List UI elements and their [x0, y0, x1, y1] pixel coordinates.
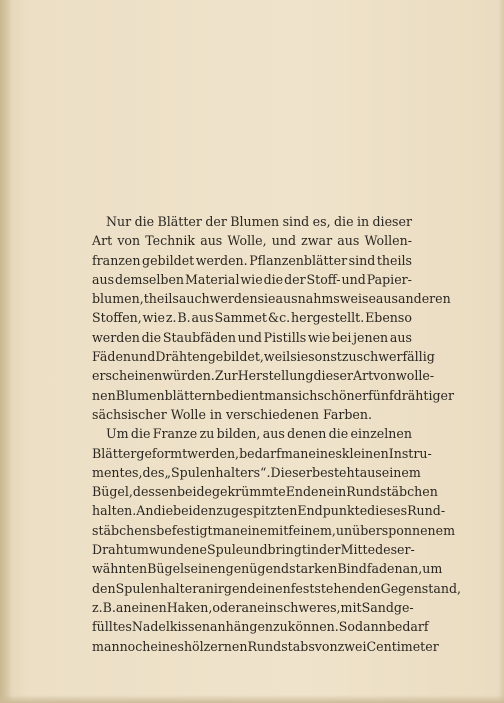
- word: Centimeter: [366, 638, 439, 654]
- word: zu: [199, 426, 215, 442]
- word: an: [198, 580, 214, 596]
- word: und: [271, 233, 297, 249]
- word: Nadelkissen: [131, 619, 211, 635]
- word: an: [115, 599, 132, 615]
- word: aus: [359, 464, 382, 480]
- word: jenen: [353, 329, 389, 345]
- word: Um: [106, 426, 129, 442]
- text-line: [92, 424, 412, 443]
- word: fünfdrähtiger: [368, 387, 455, 403]
- text-line: [92, 579, 462, 598]
- word: oder: [212, 599, 242, 615]
- word: und: [237, 329, 262, 345]
- word: wie: [240, 271, 263, 287]
- word: können.: [287, 619, 339, 635]
- word: beiden: [173, 503, 217, 519]
- word: Zur: [214, 368, 238, 384]
- word: zu: [273, 619, 288, 635]
- text-line: [92, 251, 412, 270]
- page-binding-edge: [0, 0, 12, 703]
- word: auch: [178, 291, 210, 307]
- word: man: [92, 638, 120, 654]
- word: beide: [176, 484, 212, 500]
- text-line: [92, 482, 438, 501]
- text-line: [92, 386, 455, 405]
- word: Bügel,: [92, 484, 133, 500]
- word: Bindfaden: [337, 561, 403, 577]
- word: werden,: [187, 445, 240, 461]
- word: von: [117, 233, 141, 249]
- word: hergestellt.: [291, 310, 365, 326]
- text-line: [92, 540, 415, 559]
- word: bringt: [267, 542, 307, 558]
- word: z.: [92, 599, 103, 615]
- word: Material: [184, 271, 240, 287]
- word: Rundstäbchen: [346, 484, 438, 500]
- word: bilden,: [216, 426, 261, 442]
- word: Blumen: [230, 214, 280, 229]
- text-line: [92, 444, 432, 463]
- word: von: [314, 638, 338, 654]
- word: aus: [92, 271, 115, 287]
- word: Sammet: [214, 310, 267, 326]
- word: Mitte: [340, 542, 376, 558]
- word: B.: [177, 310, 191, 326]
- word: unübersponnenem: [335, 522, 456, 538]
- word: Dieser: [270, 464, 313, 480]
- word: es,: [312, 214, 331, 229]
- word: theils: [143, 291, 179, 307]
- paragraph-2: [92, 424, 462, 656]
- word: der: [205, 214, 227, 229]
- word: Art: [92, 233, 113, 249]
- word: theils: [376, 252, 412, 268]
- word: Bügels: [147, 561, 191, 577]
- word: aus: [375, 291, 399, 307]
- word: die: [333, 214, 354, 229]
- word: Franze: [152, 426, 198, 442]
- word: um: [422, 561, 443, 577]
- word: an: [241, 599, 258, 615]
- word: in: [356, 214, 370, 229]
- word: halten.: [92, 503, 137, 519]
- word: Rund-: [407, 503, 446, 519]
- word: gekrümmte: [212, 484, 286, 500]
- word: wie: [142, 310, 165, 326]
- word: stäbchens: [92, 522, 157, 538]
- text-line: [92, 212, 412, 231]
- word: werden: [92, 329, 140, 345]
- text-line: [92, 289, 451, 308]
- body-text: [92, 212, 462, 656]
- word: sind: [348, 252, 376, 268]
- word: erscheinen: [92, 368, 163, 384]
- word: dieser: [313, 368, 353, 384]
- word: aus: [191, 310, 214, 326]
- word: und: [131, 349, 156, 365]
- word: mentes,: [92, 464, 143, 480]
- word: sie: [257, 291, 276, 307]
- word: Stoffen,: [92, 310, 142, 326]
- word: Spulenhalter: [115, 580, 199, 596]
- word: der: [284, 271, 306, 287]
- word: Sand: [361, 599, 394, 615]
- word: aus: [337, 233, 360, 249]
- text-line: [92, 637, 439, 656]
- word: die: [328, 426, 349, 442]
- word: anhängen: [210, 619, 274, 635]
- word: besteht: [312, 464, 360, 480]
- word: sie: [290, 349, 309, 365]
- word: ein: [257, 599, 277, 615]
- word: nen: [92, 387, 116, 403]
- word: Blätter: [157, 214, 202, 229]
- word: dessen: [132, 484, 177, 500]
- word: mit: [340, 599, 362, 615]
- word: bei: [331, 329, 352, 345]
- word: Blumenblättern: [115, 387, 216, 403]
- word: bedient: [215, 387, 265, 403]
- word: bedarf: [239, 445, 281, 461]
- word: an,: [402, 561, 423, 577]
- word: feinem,: [288, 522, 336, 538]
- word: wähnten: [92, 561, 148, 577]
- word: Drähten: [155, 349, 208, 365]
- word: Staubfäden: [162, 329, 236, 345]
- word: franzen: [92, 252, 141, 268]
- text-line: [92, 559, 443, 578]
- text-line: [92, 270, 412, 289]
- word: feststehenden: [290, 580, 381, 596]
- word: die: [263, 271, 284, 287]
- word: irgend: [213, 580, 256, 596]
- paragraph-1: [92, 212, 455, 424]
- word: sonst: [308, 349, 342, 365]
- word: Endpunkte: [297, 503, 368, 519]
- text-line: [92, 463, 421, 482]
- word: Art: [352, 368, 374, 384]
- word: ge-: [393, 599, 414, 615]
- word: Nur: [106, 214, 132, 229]
- word: man: [280, 445, 309, 461]
- word: befestigt: [156, 522, 213, 538]
- word: Pflanzenblätter: [249, 252, 348, 268]
- word: eines: [150, 638, 184, 654]
- word: den: [92, 580, 116, 596]
- word: Enden: [285, 484, 327, 500]
- word: einen: [131, 599, 167, 615]
- text-line: sächsischer Wolle in verschiedenen Farben.: [92, 406, 372, 422]
- word: werden.: [195, 252, 248, 268]
- word: die: [153, 503, 174, 519]
- word: geformt: [136, 445, 188, 461]
- word: in: [306, 542, 320, 558]
- word: bedarf: [386, 619, 429, 635]
- word: und: [243, 542, 268, 558]
- word: Stoff-: [306, 271, 341, 287]
- word: zugespitzten: [216, 503, 298, 519]
- word: aus: [262, 426, 285, 442]
- text-line: [92, 231, 412, 250]
- word: Wollen-: [364, 233, 412, 249]
- text-line: [92, 328, 412, 347]
- word: z.: [165, 310, 177, 326]
- word: fülltes: [92, 619, 132, 635]
- word: „Spulenhalters“.: [164, 464, 271, 480]
- word: Instru-: [388, 445, 432, 461]
- word: hölzernen: [183, 638, 248, 654]
- word: wie: [307, 329, 331, 345]
- word: einen: [190, 561, 226, 577]
- word: schwerfällig: [356, 349, 435, 365]
- word: blumen,: [92, 291, 144, 307]
- word: des: [375, 542, 398, 558]
- word: eines: [308, 445, 342, 461]
- word: noch: [119, 638, 151, 654]
- word: zwei: [337, 638, 367, 654]
- word: gebildet: [142, 252, 195, 268]
- word: weil: [263, 349, 291, 365]
- word: genügend: [225, 561, 290, 577]
- word: ausnahmsweise: [275, 291, 376, 307]
- word: demselben: [115, 271, 185, 287]
- word: dieser: [372, 214, 412, 229]
- text-line: [92, 617, 429, 636]
- text-line: [92, 366, 435, 385]
- word: aus: [200, 233, 223, 249]
- word: man: [264, 387, 292, 403]
- word: würden.: [162, 368, 215, 384]
- word: &c.: [267, 310, 291, 326]
- word: schöner: [317, 387, 369, 403]
- word: Papier-: [366, 271, 412, 287]
- word: starken: [289, 561, 338, 577]
- word: anderen: [398, 291, 451, 307]
- word: Gegenstand,: [380, 580, 462, 596]
- page-bottom-shadow: [0, 695, 504, 703]
- word: gebildet,: [207, 349, 264, 365]
- word: sich: [291, 387, 318, 403]
- word: von: [373, 368, 396, 384]
- word: An: [136, 503, 154, 519]
- word: mit: [267, 522, 289, 538]
- word: werden: [209, 291, 258, 307]
- word: Pistills: [263, 329, 307, 345]
- word: aus: [389, 329, 412, 345]
- word: B.: [102, 599, 116, 615]
- word: dieses: [367, 503, 408, 519]
- word: denen: [287, 426, 327, 442]
- word: eine: [240, 522, 268, 538]
- word: man: [212, 522, 241, 538]
- word: Technik: [145, 233, 196, 249]
- word: des: [142, 464, 165, 480]
- text-line: [92, 308, 412, 327]
- word: sind: [282, 214, 310, 229]
- word: einem: [381, 464, 421, 480]
- word: Wolle,: [227, 233, 267, 249]
- word: Fäden: [92, 349, 132, 365]
- word: zwar: [301, 233, 333, 249]
- word: die: [141, 329, 162, 345]
- text-line: [92, 501, 446, 520]
- word: Sodann: [338, 619, 387, 635]
- word: Blätter: [92, 445, 137, 461]
- word: einzelnen: [350, 426, 412, 442]
- word: er-: [397, 542, 415, 558]
- word: wolle-: [395, 368, 435, 384]
- word: Haken,: [166, 599, 213, 615]
- word: die: [130, 426, 151, 442]
- word: zu: [341, 349, 357, 365]
- text-line: [92, 347, 435, 366]
- word: ein: [326, 484, 347, 500]
- word: schweres,: [276, 599, 341, 615]
- word: Herstellung: [237, 368, 314, 384]
- page-right-edge: [498, 0, 504, 703]
- word: Draht: [92, 542, 129, 558]
- word: und: [341, 271, 366, 287]
- word: kleinen: [341, 445, 389, 461]
- word: die: [134, 214, 155, 229]
- word: Spule: [206, 542, 244, 558]
- word: einen: [255, 580, 291, 596]
- word: Rundstabs: [247, 638, 315, 654]
- word: Ebenso: [365, 310, 412, 326]
- word: der: [319, 542, 341, 558]
- word: umwundene: [128, 542, 207, 558]
- text-line: [92, 598, 412, 617]
- text-line: [92, 521, 456, 540]
